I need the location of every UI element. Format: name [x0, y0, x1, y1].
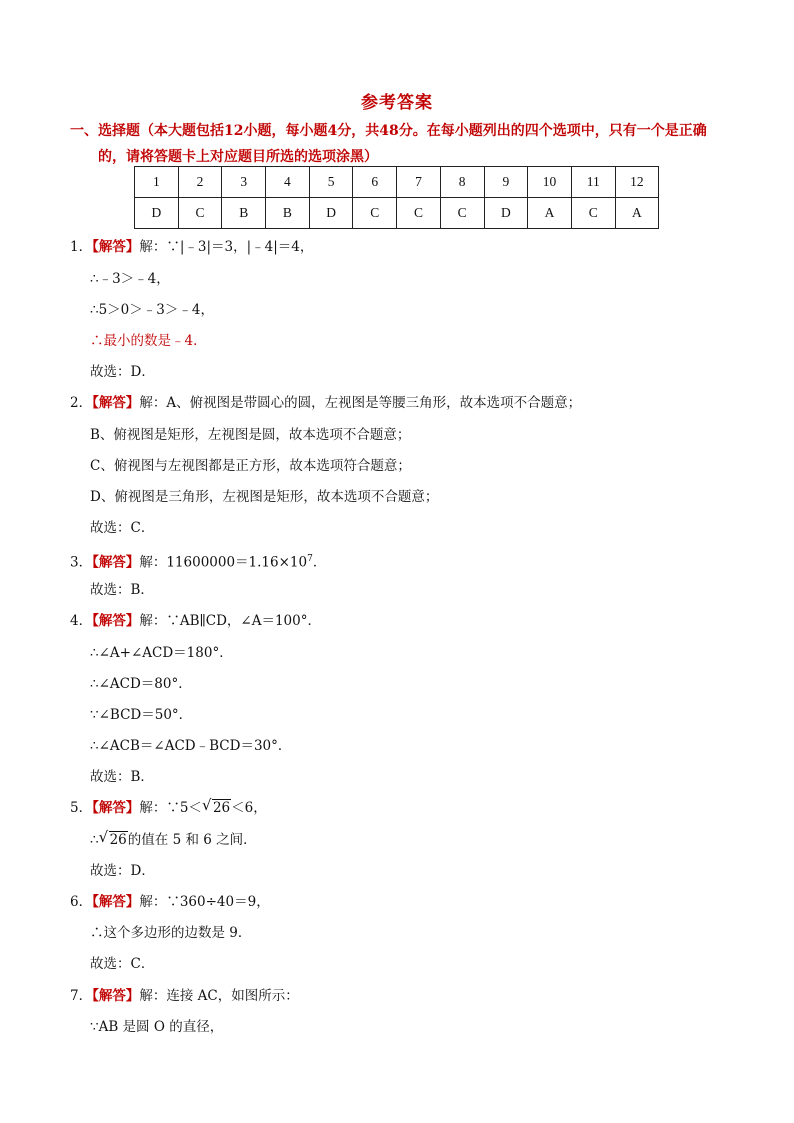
table-cell: 10 [528, 167, 572, 198]
solution-line-end: ． [312, 554, 327, 571]
question-number: 3． [70, 554, 93, 571]
solution-line: ∵|﹣3|＝3，|﹣4|＝4， [166, 239, 314, 255]
jie-label: 解： [139, 894, 167, 910]
answer-tag: 【解答】 [92, 239, 140, 255]
solution-3-header [70, 550, 326, 572]
solution-line: A、俯视图是带圆心的圆，左视图是等腰三角形，故本选项不合题意； [166, 395, 582, 411]
answer-tag: 【解答】 [92, 554, 140, 571]
solution-7-header [70, 987, 299, 1005]
section-heading-line1: 一、选择题（本大题包括12小题，每小题4分，共48分。在每小题列出的四个选项中，只有一个是正确 [70, 123, 707, 139]
solution-line: ∵360÷40＝9， [166, 894, 270, 910]
table-cell: 9 [484, 167, 528, 198]
table-cell: 3 [222, 167, 266, 198]
table-cell: C [440, 198, 484, 229]
solution-line: C、俯视图与左视图都是正方形，故本选项符合题意； [90, 458, 411, 474]
solution-line: ∵AB 是圆 O 的直径， [90, 1019, 224, 1035]
solution-2-header [70, 394, 581, 412]
solution-line: 故选：C． [90, 956, 155, 972]
answer-tag: 【解答】 [92, 613, 140, 629]
table-cell: 5 [309, 167, 353, 198]
table-cell: 8 [440, 167, 484, 198]
sqrt-symbol [99, 831, 128, 849]
solution-line: 11600000＝1.16×10 [166, 554, 308, 571]
question-number-row [135, 167, 659, 198]
question-number: 5． [70, 800, 93, 816]
exponent: 7 [307, 554, 313, 564]
table-cell: C [397, 198, 441, 229]
table-cell: D [484, 198, 528, 229]
solution-1-header [70, 238, 313, 256]
solution-line-end: 的值在 5 和 6 之间． [127, 832, 257, 848]
table-cell: 4 [266, 167, 310, 198]
table-cell: D [309, 198, 353, 229]
radicand: 26 [109, 832, 127, 848]
solution-line: ∴∠ACD＝80°． [90, 676, 192, 692]
question-number: 4． [70, 613, 93, 629]
solution-6-header [70, 893, 270, 911]
solution-line: ∴﹣3＞﹣4， [90, 271, 170, 287]
solution-5-line2 [90, 831, 257, 849]
solution-line: ∴这个多边形的边数是 9． [90, 925, 252, 941]
answer-tag: 【解答】 [92, 988, 140, 1004]
jie-label: 解： [139, 554, 167, 571]
solution-line: ∴∠ACB＝∠ACD﹣BCD＝30°． [90, 738, 292, 754]
solution-line: ∴ [90, 832, 99, 848]
question-number: 6． [70, 894, 93, 910]
table-cell: B [222, 198, 266, 229]
solution-line: ∵AB∥CD，∠A＝100°． [166, 613, 321, 629]
table-cell: 7 [397, 167, 441, 198]
table-cell: 6 [353, 167, 397, 198]
table-cell: A [528, 198, 572, 229]
solution-line: D、俯视图是三角形，左视图是矩形，故本选项不合题意； [90, 489, 439, 505]
answer-tag: 【解答】 [92, 894, 140, 910]
solution-line: 故选：D． [90, 364, 155, 380]
sqrt-symbol [202, 799, 231, 817]
question-number: 7． [70, 988, 93, 1004]
solution-line: ∵5＜ [166, 800, 202, 816]
question-number: 2． [70, 395, 93, 411]
table-cell: C [178, 198, 222, 229]
radicand: 26 [212, 800, 231, 816]
table-cell: 1 [135, 167, 179, 198]
jie-label: 解： [139, 395, 167, 411]
section-heading-line2: 的，请将答题卡上对应题目所选的选项涂黑） [98, 149, 378, 165]
solution-line: ∴5＞0＞﹣3＞﹣4， [90, 302, 214, 318]
solution-line: ∴∠A+∠ACD＝180°． [90, 645, 233, 661]
answer-tag: 【解答】 [92, 800, 140, 816]
solution-line: ∵∠BCD＝50°． [90, 707, 193, 723]
table-cell: B [266, 198, 310, 229]
solution-line: ∴最小的数是﹣4． [90, 333, 207, 349]
table-cell: 12 [615, 167, 659, 198]
jie-label: 解： [139, 613, 167, 629]
solution-line: 故选：C． [90, 520, 155, 536]
table-cell: C [571, 198, 615, 229]
answer-tag: 【解答】 [92, 395, 140, 411]
solution-line: 故选：B． [90, 769, 154, 785]
solution-line-end: ＜6， [231, 800, 267, 816]
table-cell: D [135, 198, 179, 229]
table-cell: C [353, 198, 397, 229]
solution-line: 故选：B． [90, 582, 154, 598]
page-title: 参考答案 [361, 93, 433, 113]
solution-line: 连接 AC，如图所示： [166, 988, 299, 1004]
solution-4-header [70, 612, 321, 630]
jie-label: 解： [139, 988, 167, 1004]
table-cell: A [615, 198, 659, 229]
table-cell: 2 [178, 167, 222, 198]
jie-label: 解： [139, 800, 167, 816]
table-cell: 11 [571, 167, 615, 198]
solution-line: 故选：D． [90, 863, 155, 879]
question-number: 1． [70, 239, 93, 255]
solution-5-header [70, 799, 267, 817]
solution-line: B、俯视图是矩形，左视图是圆，故本选项不合题意； [90, 427, 411, 443]
answer-row [135, 198, 659, 229]
jie-label: 解： [139, 239, 167, 255]
answer-table [134, 166, 659, 229]
